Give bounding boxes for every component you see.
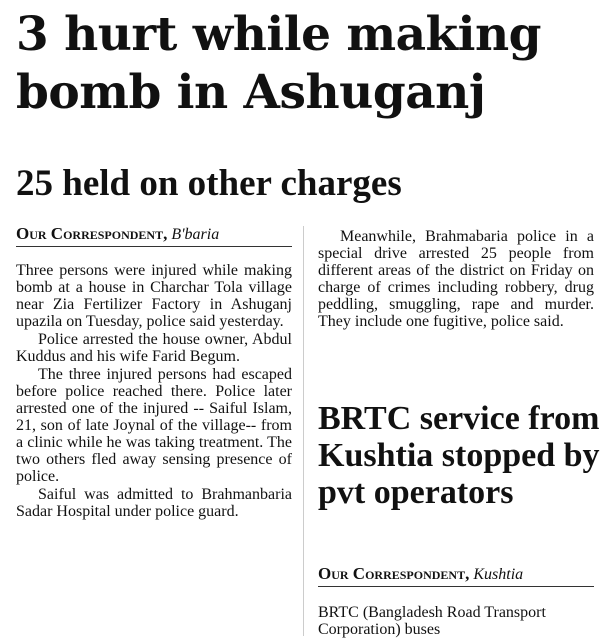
second-byline-place: Kushtia	[473, 566, 524, 583]
byline-place: B'baria	[171, 226, 220, 243]
paragraph-3: The three injured persons had escaped before police reached there. Police later arrested one of the injured -- Saiful Islam, 21, son of late Joynal of the village-- from a clinic while he was taking treatment. The two others fled away sensing presence of police.	[16, 366, 292, 485]
headline	[16, 6, 606, 122]
second-article-headline: BRTC service from Kushtia stopped by pvt operators	[318, 400, 600, 511]
byline	[16, 224, 219, 245]
column-divider	[303, 226, 304, 636]
article-column-right	[318, 228, 594, 330]
subheadline: 25 held on other charges	[16, 163, 402, 204]
paragraph-4: Saiful was admitted to Brahmanbaria Sadar Hospital under police guard.	[16, 486, 292, 520]
byline-correspondent: Our Correspondent,	[16, 224, 168, 243]
second-article-column	[318, 604, 594, 638]
byline-rule	[16, 246, 292, 247]
headline-line-1: 3 hurt while making	[16, 7, 541, 62]
second-byline-correspondent: Our Correspondent,	[318, 564, 470, 583]
paragraph-2: Police arrested the house owner, Abdul Kuddus and his wife Farid Begum.	[16, 331, 292, 365]
headline-line-2: bomb in Ashuganj	[16, 65, 486, 120]
article-column-left	[16, 262, 292, 520]
paragraph-1: Three persons were injured while making bomb at a house in Charchar Tola village near Zia Fertilizer Factory in Ashuganj upazila on Tuesday, police said yesterday.	[16, 262, 292, 330]
second-article-byline	[318, 564, 523, 585]
paragraph-5: Meanwhile, Brahmabaria police in a special drive arrested 25 people from different areas of the district on Friday on charge of crimes including robbery, drug peddling, smuggling, rape and murder. They include one fugitive, police said.	[318, 228, 594, 330]
second-article-paragraph: BRTC (Bangladesh Road Transport Corporation) buses	[318, 604, 546, 638]
second-byline-rule	[318, 586, 594, 587]
